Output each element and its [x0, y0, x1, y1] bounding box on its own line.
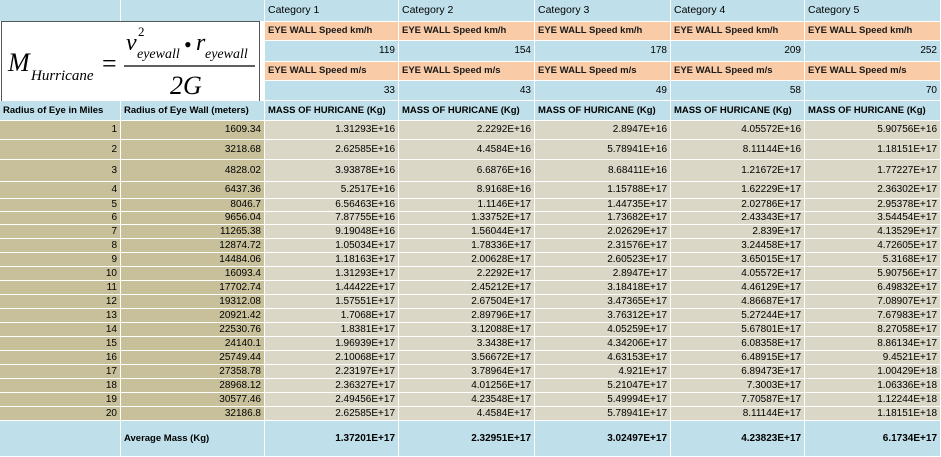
radius-miles-cell[interactable]: 3 — [0, 160, 121, 182]
mass-cell[interactable]: 2.2292E+17 — [399, 267, 535, 281]
speed-ms-label[interactable]: EYE WALL Speed m/s — [265, 62, 399, 81]
category-label[interactable]: Category 3 — [535, 0, 671, 22]
radius-meters-cell[interactable]: 25749.44 — [121, 351, 265, 365]
mass-cell[interactable]: 1.77227E+17 — [805, 160, 941, 182]
speed-ms-value[interactable]: 33 — [265, 81, 399, 101]
category-label[interactable]: Category 1 — [265, 0, 399, 22]
radius-meters-cell[interactable]: 4828.02 — [121, 160, 265, 182]
mass-cell[interactable]: 2.95378E+17 — [805, 199, 941, 212]
mass-cell[interactable]: 2.8947E+17 — [535, 267, 671, 281]
radius-miles-cell[interactable]: 10 — [0, 267, 121, 281]
mass-cell[interactable]: 9.19048E+16 — [265, 225, 399, 239]
mass-cell[interactable]: 3.54454E+17 — [805, 212, 941, 225]
mass-cell[interactable]: 2.839E+17 — [671, 225, 805, 239]
mass-cell[interactable]: 2.49456E+17 — [265, 393, 399, 407]
mass-cell[interactable]: 5.49994E+17 — [535, 393, 671, 407]
radius-meters-cell[interactable]: 28968.12 — [121, 379, 265, 393]
mass-cell[interactable]: 1.8381E+17 — [265, 323, 399, 337]
speed-ms-label[interactable]: EYE WALL Speed m/s — [535, 62, 671, 81]
mass-cell[interactable]: 1.15788E+17 — [535, 182, 671, 199]
blank-cell[interactable] — [0, 421, 121, 457]
category-label[interactable]: Category 5 — [805, 0, 941, 22]
mass-cell[interactable]: 2.43343E+17 — [671, 212, 805, 225]
radius-miles-cell[interactable]: 14 — [0, 323, 121, 337]
header-mass[interactable]: MASS OF HURICANE (Kg) — [265, 101, 399, 121]
radius-miles-cell[interactable]: 11 — [0, 281, 121, 295]
radius-miles-cell[interactable]: 20 — [0, 407, 121, 421]
mass-cell[interactable]: 3.24458E+17 — [671, 239, 805, 253]
mass-cell[interactable]: 1.18163E+17 — [265, 253, 399, 267]
mass-cell[interactable]: 8.86134E+17 — [805, 337, 941, 351]
mass-cell[interactable]: 1.18151E+17 — [805, 140, 941, 160]
radius-meters-cell[interactable]: 24140.1 — [121, 337, 265, 351]
blank-cell[interactable] — [0, 0, 121, 22]
mass-cell[interactable]: 3.56672E+17 — [399, 351, 535, 365]
mass-cell[interactable]: 7.67983E+17 — [805, 309, 941, 323]
mass-cell[interactable]: 5.67801E+17 — [671, 323, 805, 337]
mass-cell[interactable]: 5.27244E+17 — [671, 309, 805, 323]
header-mass[interactable]: MASS OF HURICANE (Kg) — [671, 101, 805, 121]
mass-cell[interactable]: 2.89796E+17 — [399, 309, 535, 323]
mass-cell[interactable]: 5.78941E+17 — [535, 407, 671, 421]
radius-meters-cell[interactable]: 11265.38 — [121, 225, 265, 239]
mass-cell[interactable]: 1.06336E+18 — [805, 379, 941, 393]
mass-cell[interactable]: 2.36302E+17 — [805, 182, 941, 199]
mass-cell[interactable]: 7.70587E+17 — [671, 393, 805, 407]
radius-meters-cell[interactable]: 27358.78 — [121, 365, 265, 379]
mass-cell[interactable]: 3.76312E+17 — [535, 309, 671, 323]
radius-meters-cell[interactable]: 16093.4 — [121, 267, 265, 281]
radius-miles-cell[interactable]: 8 — [0, 239, 121, 253]
radius-meters-cell[interactable]: 9656.04 — [121, 212, 265, 225]
radius-meters-cell[interactable]: 6437.36 — [121, 182, 265, 199]
speed-ms-label[interactable]: EYE WALL Speed m/s — [671, 62, 805, 81]
mass-cell[interactable]: 6.89473E+17 — [671, 365, 805, 379]
blank-cell[interactable] — [121, 0, 265, 22]
mass-cell[interactable]: 4.05572E+17 — [671, 267, 805, 281]
radius-meters-cell[interactable]: 30577.46 — [121, 393, 265, 407]
radius-miles-cell[interactable]: 13 — [0, 309, 121, 323]
radius-miles-cell[interactable]: 9 — [0, 253, 121, 267]
mass-cell[interactable]: 3.12088E+17 — [399, 323, 535, 337]
mass-cell[interactable]: 1.44735E+17 — [535, 199, 671, 212]
mass-cell[interactable]: 4.46129E+17 — [671, 281, 805, 295]
formula-velocity-subscript: eyewall — [137, 47, 180, 62]
mass-cell[interactable]: 2.8947E+16 — [535, 121, 671, 140]
mass-cell[interactable]: 2.62585E+16 — [265, 140, 399, 160]
mass-cell[interactable]: 2.02629E+17 — [535, 225, 671, 239]
mass-cell[interactable]: 4.01256E+17 — [399, 379, 535, 393]
mass-cell[interactable]: 2.23197E+17 — [265, 365, 399, 379]
category-label[interactable]: Category 4 — [671, 0, 805, 22]
mass-cell[interactable]: 1.78336E+17 — [399, 239, 535, 253]
mass-cell[interactable]: 9.4521E+17 — [805, 351, 941, 365]
mass-cell[interactable]: 2.31576E+17 — [535, 239, 671, 253]
mass-cell[interactable]: 5.90756E+17 — [805, 267, 941, 281]
speed-kmh-value[interactable]: 252 — [805, 41, 941, 62]
mass-cell[interactable]: 2.02786E+17 — [671, 199, 805, 212]
speed-kmh-label[interactable]: EYE WALL Speed km/h — [399, 22, 535, 41]
mass-cell[interactable]: 1.05034E+17 — [265, 239, 399, 253]
formula-multiply-dot: • — [184, 32, 192, 57]
mass-cell[interactable]: 4.921E+17 — [535, 365, 671, 379]
speed-kmh-value[interactable]: 178 — [535, 41, 671, 62]
radius-miles-cell[interactable]: 17 — [0, 365, 121, 379]
mass-cell[interactable]: 8.11144E+16 — [671, 140, 805, 160]
mass-cell[interactable]: 7.87755E+16 — [265, 212, 399, 225]
mass-cell[interactable]: 4.72605E+17 — [805, 239, 941, 253]
mass-cell[interactable]: 1.21672E+17 — [671, 160, 805, 182]
mass-cell[interactable]: 4.4584E+17 — [399, 407, 535, 421]
speed-ms-label[interactable]: EYE WALL Speed m/s — [399, 62, 535, 81]
formula-graphic — [2, 22, 259, 102]
radius-miles-cell[interactable]: 7 — [0, 225, 121, 239]
mass-cell[interactable]: 2.00628E+17 — [399, 253, 535, 267]
mass-cell[interactable]: 1.44422E+17 — [265, 281, 399, 295]
mass-cell[interactable]: 4.63153E+17 — [535, 351, 671, 365]
speed-ms-value[interactable]: 58 — [671, 81, 805, 101]
mass-cell[interactable]: 2.36327E+17 — [265, 379, 399, 393]
mass-cell[interactable]: 8.9168E+16 — [399, 182, 535, 199]
mass-cell[interactable]: 2.67504E+17 — [399, 295, 535, 309]
speed-kmh-label[interactable]: EYE WALL Speed km/h — [265, 22, 399, 41]
header-radius-meters[interactable]: Radius of Eye Wall (meters) — [121, 101, 265, 121]
average-mass-value[interactable]: 1.37201E+17 — [265, 421, 399, 457]
mass-cell[interactable]: 5.78941E+16 — [535, 140, 671, 160]
speed-ms-label[interactable]: EYE WALL Speed m/s — [805, 62, 941, 81]
radius-miles-cell[interactable]: 19 — [0, 393, 121, 407]
speed-ms-value[interactable]: 70 — [805, 81, 941, 101]
radius-miles-cell[interactable]: 1 — [0, 121, 121, 140]
radius-miles-cell[interactable]: 4 — [0, 182, 121, 199]
average-mass-value[interactable]: 4.23823E+17 — [671, 421, 805, 457]
mass-cell[interactable]: 2.2292E+16 — [399, 121, 535, 140]
mass-cell[interactable]: 1.7068E+17 — [265, 309, 399, 323]
mass-cell[interactable]: 8.68411E+16 — [535, 160, 671, 182]
radius-miles-cell[interactable]: 5 — [0, 199, 121, 212]
mass-cell[interactable]: 5.90756E+16 — [805, 121, 941, 140]
speed-kmh-value[interactable]: 209 — [671, 41, 805, 62]
radius-meters-cell[interactable]: 8046.7 — [121, 199, 265, 212]
header-mass[interactable]: MASS OF HURICANE (Kg) — [535, 101, 671, 121]
mass-cell[interactable]: 1.62229E+17 — [671, 182, 805, 199]
mass-cell[interactable]: 4.86687E+17 — [671, 295, 805, 309]
speed-kmh-label[interactable]: EYE WALL Speed km/h — [535, 22, 671, 41]
average-mass-label[interactable]: Average Mass (Kg) — [121, 421, 265, 457]
radius-meters-cell[interactable]: 32186.8 — [121, 407, 265, 421]
mass-cell[interactable]: 8.11144E+17 — [671, 407, 805, 421]
radius-miles-cell[interactable]: 15 — [0, 337, 121, 351]
formula-mass-symbol: M — [8, 48, 30, 77]
mass-cell[interactable]: 3.3438E+17 — [399, 337, 535, 351]
mass-cell[interactable]: 4.4584E+16 — [399, 140, 535, 160]
speed-kmh-value[interactable]: 154 — [399, 41, 535, 62]
radius-miles-cell[interactable]: 16 — [0, 351, 121, 365]
mass-cell[interactable]: 3.93878E+16 — [265, 160, 399, 182]
speed-kmh-label[interactable]: EYE WALL Speed km/h — [671, 22, 805, 41]
hurricane-mass-formula — [1, 21, 260, 103]
mass-cell[interactable]: 1.12244E+18 — [805, 393, 941, 407]
radius-meters-cell[interactable]: 14484.06 — [121, 253, 265, 267]
radius-meters-cell[interactable]: 19312.08 — [121, 295, 265, 309]
mass-cell[interactable]: 6.08358E+17 — [671, 337, 805, 351]
category-label[interactable]: Category 2 — [399, 0, 535, 22]
mass-cell[interactable]: 3.65015E+17 — [671, 253, 805, 267]
radius-miles-cell[interactable]: 18 — [0, 379, 121, 393]
radius-meters-cell[interactable]: 12874.72 — [121, 239, 265, 253]
formula-denominator: 2G — [170, 71, 202, 100]
mass-cell[interactable]: 8.27058E+17 — [805, 323, 941, 337]
header-mass[interactable]: MASS OF HURICANE (Kg) — [805, 101, 941, 121]
average-mass-value[interactable]: 6.1734E+17 — [805, 421, 941, 457]
radius-miles-cell[interactable]: 12 — [0, 295, 121, 309]
mass-cell[interactable]: 1.31293E+17 — [265, 267, 399, 281]
mass-cell[interactable]: 1.00429E+18 — [805, 365, 941, 379]
mass-cell[interactable]: 4.34206E+17 — [535, 337, 671, 351]
mass-cell[interactable]: 5.21047E+17 — [535, 379, 671, 393]
mass-cell[interactable]: 1.33752E+17 — [399, 212, 535, 225]
mass-cell[interactable]: 3.18418E+17 — [535, 281, 671, 295]
header-mass[interactable]: MASS OF HURICANE (Kg) — [399, 101, 535, 121]
mass-cell[interactable]: 3.78964E+17 — [399, 365, 535, 379]
formula-velocity: v — [126, 30, 137, 56]
mass-cell[interactable]: 7.08907E+17 — [805, 295, 941, 309]
mass-cell[interactable]: 7.3003E+17 — [671, 379, 805, 393]
formula-radius: r — [196, 30, 206, 56]
formula-equals: = — [102, 49, 117, 78]
mass-cell[interactable]: 2.60523E+17 — [535, 253, 671, 267]
mass-cell[interactable]: 2.62585E+17 — [265, 407, 399, 421]
mass-cell[interactable]: 1.1146E+17 — [399, 199, 535, 212]
mass-cell[interactable]: 4.05259E+17 — [535, 323, 671, 337]
radius-meters-cell[interactable]: 17702.74 — [121, 281, 265, 295]
mass-cell[interactable]: 2.45212E+17 — [399, 281, 535, 295]
average-mass-value[interactable]: 3.02497E+17 — [535, 421, 671, 457]
header-radius-miles[interactable]: Radius of Eye in Miles — [0, 101, 121, 121]
mass-cell[interactable]: 1.73682E+17 — [535, 212, 671, 225]
radius-meters-cell[interactable]: 1609.34 — [121, 121, 265, 140]
formula-mass-subscript: Hurricane — [31, 68, 94, 84]
average-mass-value[interactable]: 2.32951E+17 — [399, 421, 535, 457]
mass-cell[interactable]: 6.6876E+16 — [399, 160, 535, 182]
mass-cell[interactable]: 1.96939E+17 — [265, 337, 399, 351]
radius-miles-cell[interactable]: 6 — [0, 212, 121, 225]
mass-cell[interactable]: 6.49832E+17 — [805, 281, 941, 295]
radius-meters-cell[interactable]: 22530.76 — [121, 323, 265, 337]
mass-cell[interactable]: 1.31293E+16 — [265, 121, 399, 140]
formula-velocity-exponent: 2 — [138, 24, 145, 39]
mass-cell[interactable]: 1.57551E+17 — [265, 295, 399, 309]
mass-cell[interactable]: 1.56044E+17 — [399, 225, 535, 239]
formula-radius-subscript: eyewall — [205, 47, 248, 62]
mass-cell[interactable]: 6.48915E+17 — [671, 351, 805, 365]
radius-miles-cell[interactable]: 2 — [0, 140, 121, 160]
mass-cell[interactable]: 4.05572E+16 — [671, 121, 805, 140]
mass-cell[interactable]: 4.23548E+17 — [399, 393, 535, 407]
speed-ms-value[interactable]: 43 — [399, 81, 535, 101]
mass-cell[interactable]: 6.56463E+16 — [265, 199, 399, 212]
speed-ms-value[interactable]: 49 — [535, 81, 671, 101]
mass-cell[interactable]: 4.13529E+17 — [805, 225, 941, 239]
mass-cell[interactable]: 5.3168E+17 — [805, 253, 941, 267]
speed-kmh-label[interactable]: EYE WALL Speed km/h — [805, 22, 941, 41]
mass-cell[interactable]: 5.2517E+16 — [265, 182, 399, 199]
radius-meters-cell[interactable]: 3218.68 — [121, 140, 265, 160]
mass-cell[interactable]: 2.10068E+17 — [265, 351, 399, 365]
radius-meters-cell[interactable]: 20921.42 — [121, 309, 265, 323]
mass-cell[interactable]: 3.47365E+17 — [535, 295, 671, 309]
speed-kmh-value[interactable]: 119 — [265, 41, 399, 62]
mass-cell[interactable]: 1.18151E+18 — [805, 407, 941, 421]
